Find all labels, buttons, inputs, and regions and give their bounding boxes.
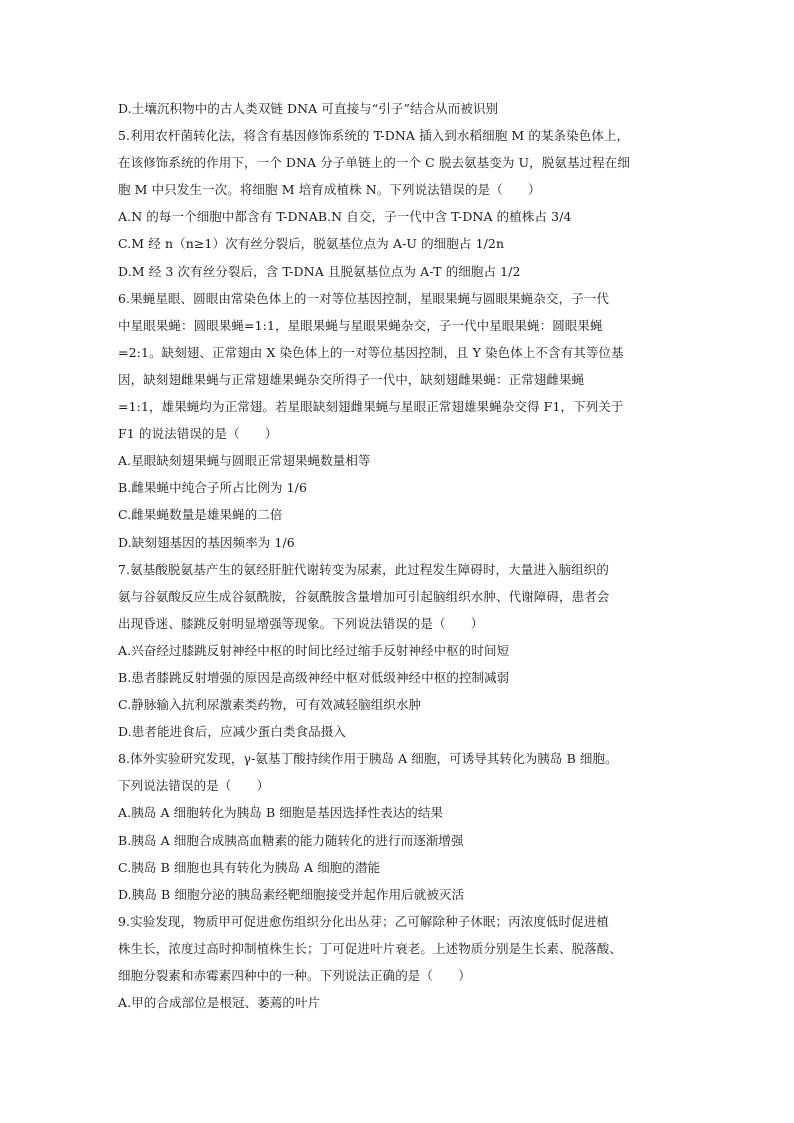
option-line: A.N 的每一个细胞中都含有 T-DNAB.N 自交，子一代中含 T-DNA 的植株占 3/4 <box>118 209 572 225</box>
option-line: A.甲的合成部位是根冠、萎蔫的叶片 <box>118 995 321 1011</box>
document-body <box>118 95 678 1016</box>
text-line: =1:1，雄果蝇均为正常翅。若星眼缺刻翅雌果蝇与星眼正常翅雄果蝇杂交得 F1，下列关于 <box>118 399 624 415</box>
option-line: A.兴奋经过膝跳反射神经中枢的时间比经过缩手反射神经中枢的时间短 <box>118 642 510 658</box>
question-6-stem: 6.果蝇星眼、圆眼由常染色体上的一对等位基因控制，星眼果蝇与圆眼果蝇杂交，子一代 <box>118 290 609 306</box>
option-line: C.雌果蝇数量是雄果蝇的二倍 <box>118 507 283 523</box>
text-line: 中星眼果蝇：圆眼果蝇=1:1，星眼果蝇与星眼果蝇杂交，子一代中星眼果蝇：圆眼果蝇 <box>118 317 603 333</box>
option-line: B.胰岛 A 细胞合成胰高血糖素的能力随转化的进行而逐渐增强 <box>118 832 464 848</box>
question-9-stem: 9.实验发现，物质甲可促进愈伤组织分化出丛芽；乙可解除种子休眠；丙浓度低时促进植 <box>118 913 609 929</box>
option-line: C.胰岛 B 细胞也具有转化为胰岛 A 细胞的潜能 <box>118 859 381 875</box>
text-line: =2:1。缺刻翅、正常翅由 X 染色体上的一对等位基因控制，且 Y 染色体上不含有其等位基 <box>118 344 624 360</box>
text-line: F1 的说法错误的是（ ） <box>118 426 278 442</box>
text-line: 下列说法错误的是（ ） <box>118 778 270 794</box>
option-line: D.胰岛 B 细胞分泌的胰岛素经靶细胞接受并起作用后就被灭活 <box>118 886 465 902</box>
text-line: 株生长，浓度过高时抑制植株生长；丁可促进叶片衰老。上述物质分别是生长素、脱落酸、 <box>118 940 623 956</box>
option-line: C.静脉输入抗利尿激素类药物，可有效减轻脑组织水肿 <box>118 697 422 713</box>
option-line: A.星眼缺刻翅果蝇与圆眼正常翅果蝇数量相等 <box>118 453 371 469</box>
option-line: B.雌果蝇中纯合子所占比例为 1/6 <box>118 480 308 496</box>
option-line: D.患者能进食后，应减少蛋白类食品摄入 <box>118 724 346 740</box>
option-line: D.M 经 3 次有丝分裂后，含 T-DNA 且脱氨基位点为 A-T 的细胞占 1/2 <box>118 263 521 279</box>
text-line: 氨与谷氨酸反应生成谷氨酰胺，谷氨酰胺含量增加可引起脑组织水肿、代谢障碍，患者会 <box>118 588 610 604</box>
text-line: 因，缺刻翅雌果蝇与正常翅雄果蝇杂交所得子一代中，缺刻翅雌果蝇：正常翅雌果蝇 <box>118 371 585 387</box>
question-7-stem: 7.氨基酸脱氨基产生的氨经肝脏代谢转变为尿素，此过程发生障碍时，大量进入脑组织的 <box>118 561 609 577</box>
option-line: C.M 经 n（n≥1）次有丝分裂后，脱氨基位点为 A-U 的细胞占 1/2n <box>118 236 505 252</box>
question-5-stem: 5.利用农杆菌转化法，将含有基因修饰系统的 T-DNA 插入到水稻细胞 M 的某条染色体上， <box>118 128 630 144</box>
text-line: 胞 M 中只发生一次。将细胞 M 培育成植株 N。下列说法错误的是（ ） <box>118 182 541 198</box>
option-line: A.胰岛 A 细胞转化为胰岛 B 细胞是基因选择性表达的结果 <box>118 805 444 821</box>
option-line: D.缺刻翅基因的基因频率为 1/6 <box>118 534 295 550</box>
text-line: 在该修饰系统的作用下，一个 DNA 分子单链上的一个 C 脱去氨基变为 U，脱氨基过程在细 <box>118 155 630 171</box>
text-line: 出现昏迷、膝跳反射明显增强等现象。下列说法错误的是（ ） <box>118 615 484 631</box>
text-line: D.土壤沉积物中的古人类双链 DNA 可直接与“引子”结合从而被识别 <box>118 101 499 116</box>
text-line: 细胞分裂素和赤霉素四种中的一种。下列说法正确的是（ ） <box>118 968 471 983</box>
question-8-stem: 8.体外实验研究发现，γ-氨基丁酸持续作用于胰岛 A 细胞，可诱导其转化为胰岛 B 细胞。 <box>118 751 618 767</box>
option-line: B.患者膝跳反射增强的原因是高级神经中枢对低级神经中枢的控制减弱 <box>118 669 510 685</box>
